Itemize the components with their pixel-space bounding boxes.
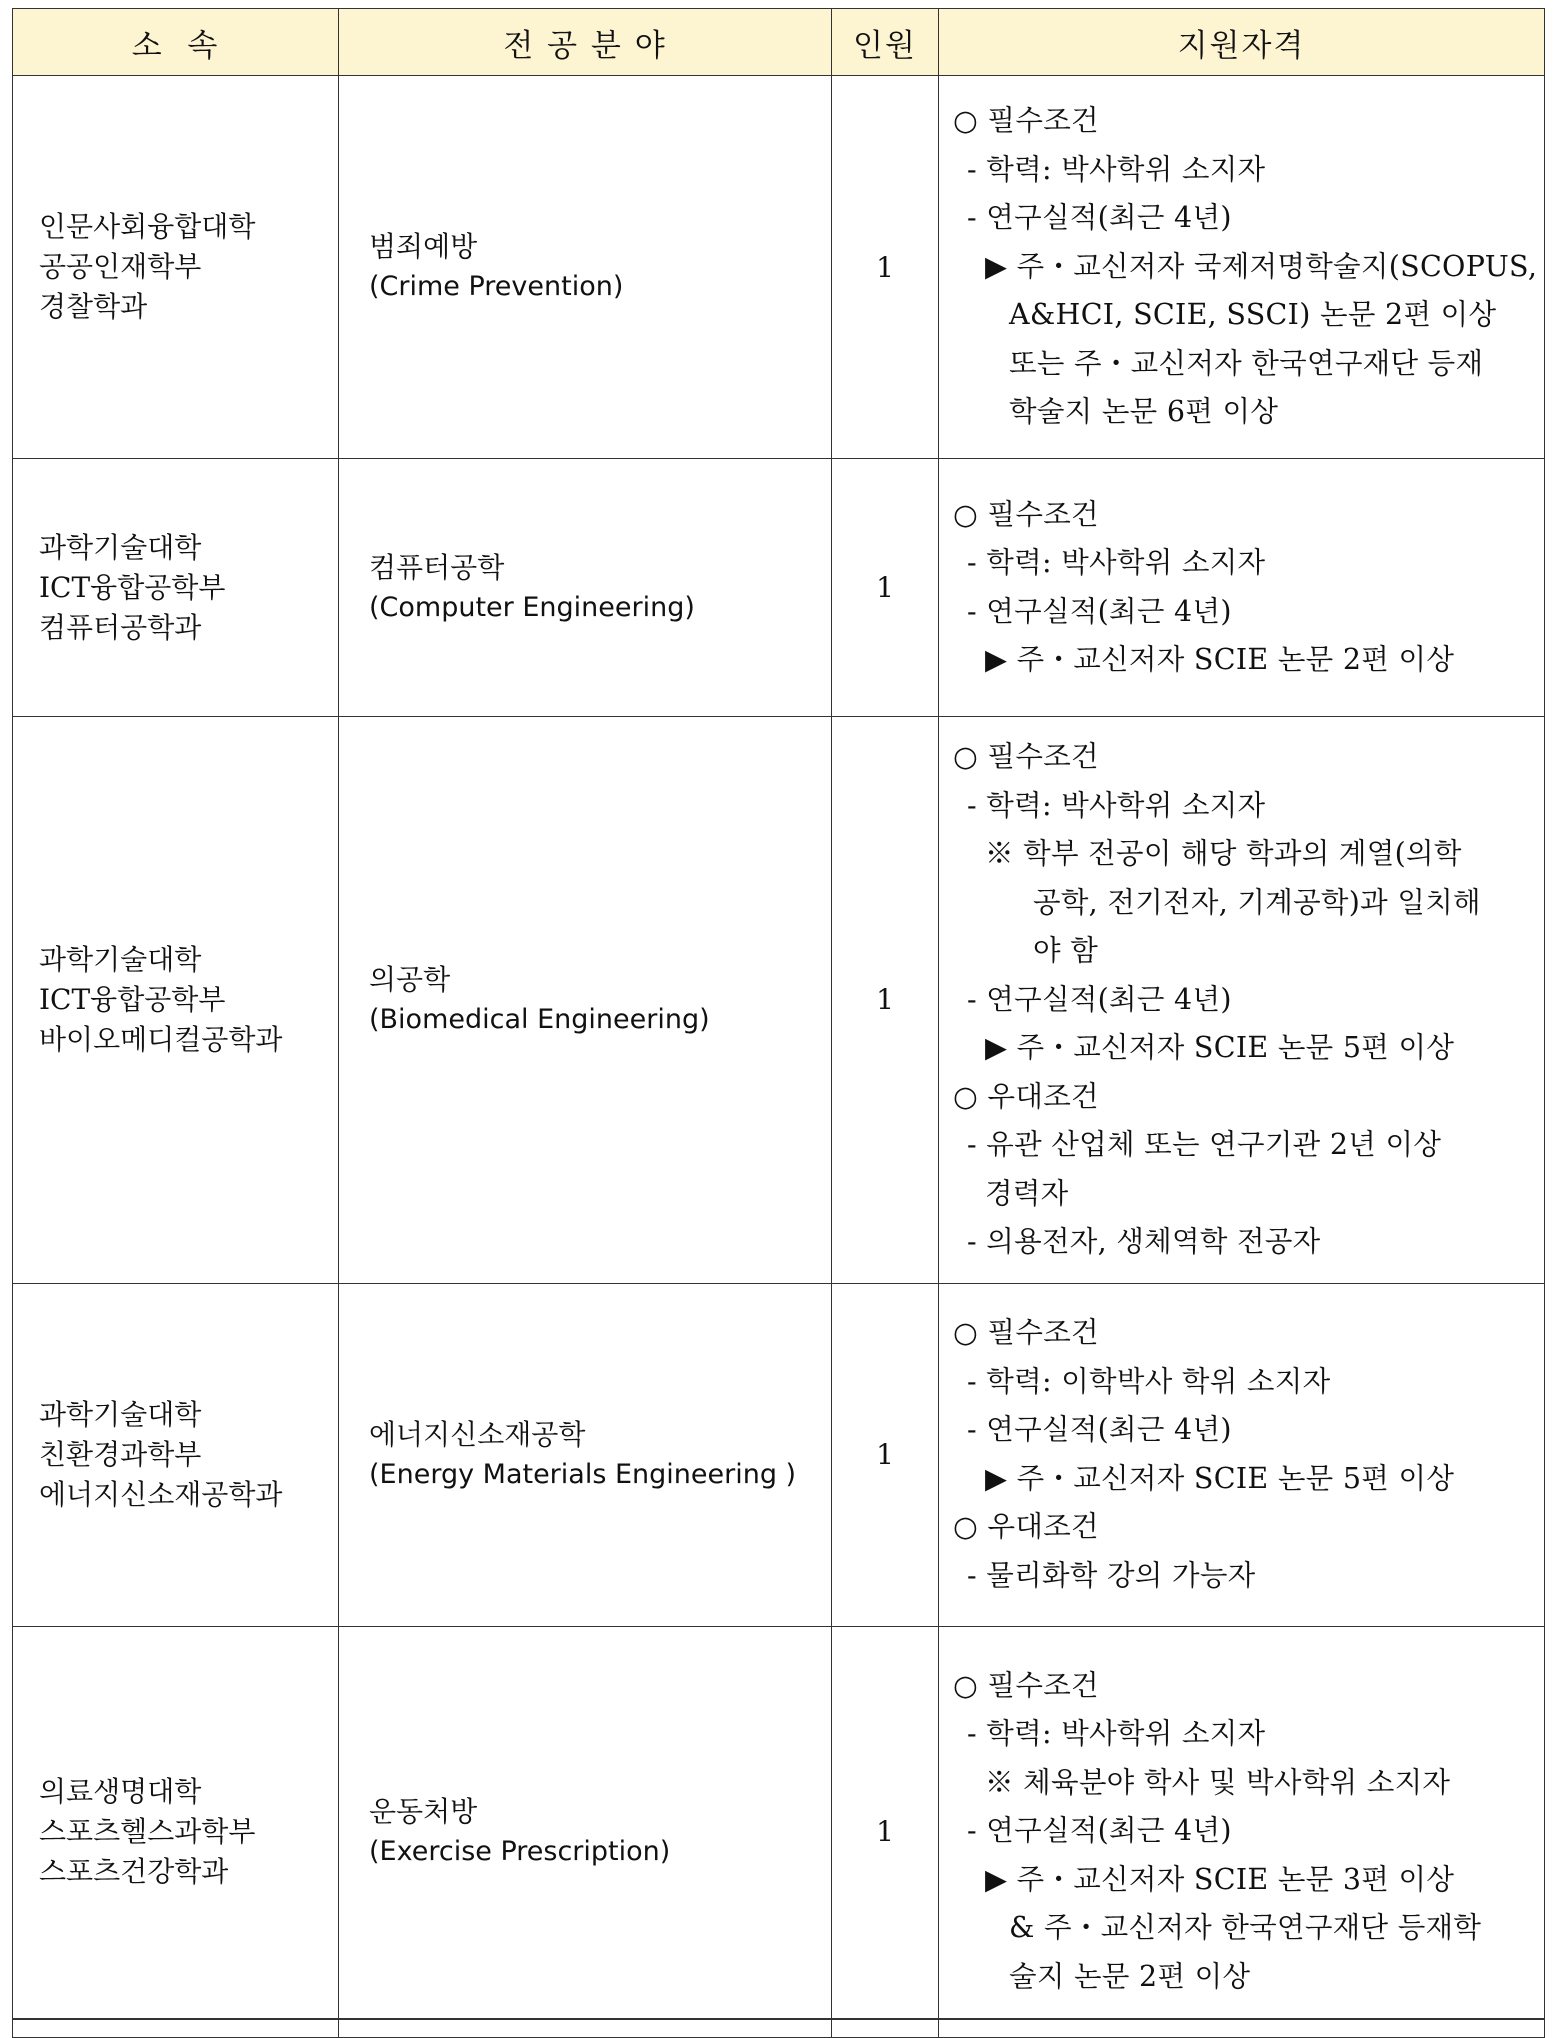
field-name-korean: 범죄예방 [369, 230, 478, 263]
field-cell [339, 76, 832, 459]
qualification-line: - 학력: 박사학위 소지자 [967, 1717, 1266, 1751]
field-name-korean: 컴퓨터공학 [369, 550, 505, 584]
qualification-line: - 유관 산업체 또는 연구기관 2년 이상 [967, 1128, 1442, 1161]
qualification-line: ▶ 주・교신저자 SCIE 논문 2편 이상 [985, 643, 1455, 676]
qualification-line: 야 함 [1033, 934, 1099, 967]
field-cell [339, 1626, 832, 2037]
header-row [13, 9, 1545, 76]
headcount-cell: 1 [832, 717, 939, 1284]
qualification-line: - 연구실적(최근 4년) [967, 1814, 1232, 1848]
qualification-cell [939, 1626, 1545, 2037]
recruitment-table [12, 8, 1545, 2038]
field-name-english: (Crime Prevention) [369, 271, 624, 302]
affiliation-cell [13, 1283, 339, 1626]
affiliation-cell [13, 76, 339, 459]
field-cell [339, 1283, 832, 1626]
table-row [13, 459, 1545, 717]
qualification-cell [939, 76, 1545, 459]
qualification-line: ○ 우대조건 [953, 1510, 1099, 1543]
affiliation-line: 과학기술대학 [39, 942, 202, 976]
affiliation-line: 친환경과학부 [39, 1437, 202, 1471]
headcount-cell: 1 [832, 1283, 939, 1626]
qualification-line: - 학력: 이학박사 학위 소지자 [967, 1364, 1331, 1398]
qualification-line: 경력자 [985, 1176, 1069, 1210]
affiliation-line: ICT융합공학부 [39, 982, 226, 1016]
qualification-cell [939, 1283, 1545, 1626]
qualification-line: - 물리화학 강의 가능자 [967, 1558, 1256, 1592]
headcount-cell: 1 [832, 76, 939, 459]
affiliation-line: ICT융합공학부 [39, 570, 226, 604]
qualification-line: ※ 학부 전공이 해당 학과의 계열(의학 [985, 837, 1462, 870]
field-name-english: (Biomedical Engineering) [369, 1003, 710, 1035]
affiliation-line: 스포츠건강학과 [39, 1854, 229, 1888]
table-row [13, 1626, 1545, 2037]
field-name-english: (Energy Materials Engineering ) [369, 1458, 797, 1490]
affiliation-line: 인문사회융합대학 [39, 210, 256, 243]
affiliation-line: 의료생명대학 [39, 1774, 202, 1808]
qualification-line: 공학, 전기전자, 기계공학)과 일치해 [1033, 885, 1481, 919]
qualification-line: - 연구실적(최근 4년) [967, 594, 1232, 628]
qualification-line: ○ 필수조건 [953, 497, 1099, 531]
qualification-line: ○ 필수조건 [953, 1316, 1099, 1349]
affiliation-line: 에너지신소재공학과 [39, 1477, 283, 1511]
qualification-line: ▶ 주・교신저자 국제저명학술지(SCOPUS, [985, 249, 1538, 283]
qualification-line: - 학력: 박사학위 소지자 [967, 152, 1266, 186]
qualification-line: ○ 우대조건 [953, 1079, 1099, 1113]
qualification-line: 또는 주・교신저자 한국연구재단 등재 [1009, 346, 1484, 380]
header-count: 인원 [832, 9, 939, 76]
header-affiliation: 소 속 [13, 9, 339, 76]
qualification-line: - 학력: 박사학위 소지자 [967, 788, 1266, 822]
field-name-korean: 의공학 [369, 962, 451, 996]
qualification-line: ▶ 주・교신저자 SCIE 논문 5편 이상 [985, 1031, 1455, 1064]
table-bottom-rule [12, 2018, 1544, 2020]
field-cell [339, 459, 832, 717]
table-row [13, 717, 1545, 1284]
qualification-line: 학술지 논문 6편 이상 [1009, 395, 1279, 429]
affiliation-cell [13, 717, 339, 1284]
headcount-cell: 1 [832, 1626, 939, 2037]
affiliation-cell [13, 459, 339, 717]
qualification-line: ▶ 주・교신저자 SCIE 논문 5편 이상 [985, 1461, 1455, 1495]
affiliation-line: 공공인재학부 [39, 250, 202, 283]
qualification-line: - 연구실적(최근 4년) [967, 1413, 1232, 1446]
affiliation-line: 경찰학과 [39, 290, 148, 323]
affiliation-line: 스포츠헬스과학부 [39, 1814, 256, 1848]
qualification-cell [939, 459, 1545, 717]
affiliation-line: 컴퓨터공학과 [39, 610, 202, 644]
header-field: 전 공 분 야 [339, 9, 832, 76]
qualification-line: ○ 필수조건 [953, 104, 1099, 138]
field-name-english: (Computer Engineering) [369, 591, 695, 623]
field-cell [339, 717, 832, 1284]
field-name-english: (Exercise Prescription) [369, 1835, 671, 1867]
field-name-korean: 운동처방 [369, 1794, 478, 1828]
qualification-line: ○ 필수조건 [953, 1668, 1099, 1702]
qualification-line: - 연구실적(최근 4년) [967, 201, 1232, 235]
affiliation-line: 과학기술대학 [39, 530, 202, 564]
field-name-korean: 에너지신소재공학 [369, 1417, 586, 1451]
affiliation-line: 바이오메디컬공학과 [39, 1022, 283, 1056]
affiliation-line: 과학기술대학 [39, 1397, 202, 1431]
qualification-line: - 학력: 박사학위 소지자 [967, 546, 1266, 579]
qualification-line: - 연구실적(최근 4년) [967, 982, 1232, 1016]
qualification-line: A&HCI, SCIE, SSCI) 논문 2편 이상 [1009, 298, 1497, 332]
qualification-line: ○ 필수조건 [953, 740, 1099, 773]
qualification-line: - 의용전자, 생체역학 전공자 [967, 1225, 1321, 1258]
qualification-line: ▶ 주・교신저자 SCIE 논문 3편 이상 [985, 1862, 1455, 1896]
qualification-line: 술지 논문 2편 이상 [1009, 1959, 1251, 1993]
qualification-line: ※ 체육분야 학사 및 박사학위 소지자 [985, 1765, 1451, 1799]
headcount-cell: 1 [832, 459, 939, 717]
qualification-line: & 주・교신저자 한국연구재단 등재학 [1009, 1911, 1482, 1945]
table-row [13, 1283, 1545, 1626]
table-row [13, 76, 1545, 459]
header-qualification: 지원자격 [939, 9, 1545, 76]
qualification-cell [939, 717, 1545, 1284]
affiliation-cell [13, 1626, 339, 2037]
